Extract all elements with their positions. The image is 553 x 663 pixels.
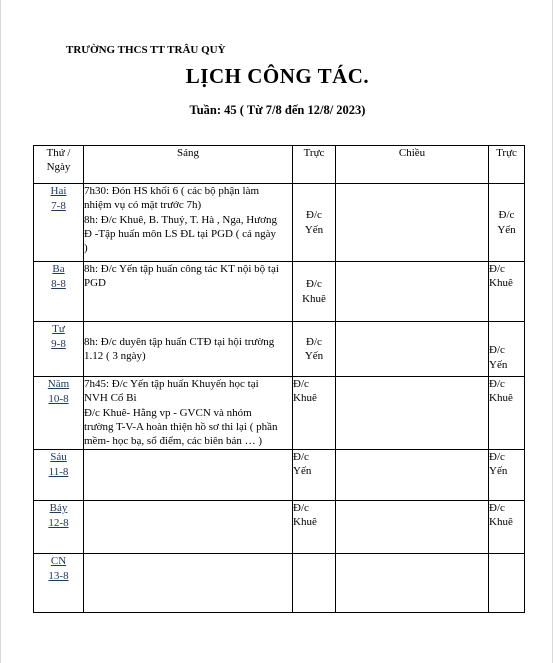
morning-line: ) bbox=[84, 242, 88, 255]
duty-label: Đ/c bbox=[293, 378, 309, 390]
day-date: 10-8 bbox=[48, 393, 69, 406]
header-day-line1: Thứ / bbox=[46, 147, 71, 159]
duty-person: Yến bbox=[489, 358, 508, 371]
afternoon-cell bbox=[336, 262, 489, 322]
day-cell bbox=[34, 501, 84, 554]
afternoon-cell bbox=[336, 554, 489, 613]
day-date: 13-8 bbox=[48, 570, 69, 583]
day-date: 12-8 bbox=[48, 517, 69, 530]
duty-person: Yến bbox=[489, 465, 508, 478]
duty-label: Đ/c bbox=[293, 502, 309, 514]
morning-line: Đ -Tập huấn môn LS ĐL tại PGD ( cả ngày bbox=[84, 227, 277, 240]
duty-person: Yến bbox=[293, 465, 312, 478]
morning-cell bbox=[84, 554, 293, 613]
day-name: Bảy bbox=[49, 502, 68, 514]
duty-person: Khuê bbox=[302, 292, 326, 305]
duty-label: Đ/c bbox=[489, 263, 505, 275]
day-name: Ba bbox=[52, 263, 65, 275]
morning-line: 1.12 ( 3 ngày) bbox=[84, 350, 146, 362]
duty-person: Khuê bbox=[489, 277, 513, 290]
duty-person: Yến bbox=[304, 223, 324, 236]
duty-afternoon-cell bbox=[489, 322, 525, 377]
morning-cell bbox=[84, 322, 293, 377]
day-name: CN bbox=[50, 555, 67, 567]
page-title: LỊCH CÔNG TÁC. bbox=[185, 64, 370, 88]
duty-morning-cell bbox=[293, 322, 336, 377]
morning-line: NVH Cổ Bi bbox=[84, 392, 137, 405]
afternoon-cell bbox=[336, 501, 489, 554]
duty-label: Đ/c bbox=[489, 502, 505, 514]
duty-label: Đ/c bbox=[306, 335, 322, 348]
duty-person: Yến bbox=[304, 350, 324, 362]
duty-afternoon-cell bbox=[489, 554, 525, 613]
header-duty-morning: Trực bbox=[293, 146, 336, 184]
afternoon-cell bbox=[336, 377, 489, 450]
day-cell bbox=[34, 377, 84, 450]
header-afternoon: Chiều bbox=[336, 146, 489, 184]
afternoon-cell bbox=[336, 322, 489, 377]
duty-label: Đ/c bbox=[306, 209, 322, 222]
duty-label: Đ/c bbox=[293, 451, 309, 463]
table-row bbox=[34, 377, 525, 450]
table-row bbox=[34, 501, 525, 554]
duty-label: Đ/c bbox=[306, 278, 322, 291]
duty-label: Đ/c bbox=[489, 344, 505, 357]
day-name: Hai bbox=[50, 185, 67, 197]
day-date: 11-8 bbox=[48, 466, 69, 479]
duty-morning-cell bbox=[293, 184, 336, 262]
duty-afternoon-cell bbox=[489, 450, 525, 501]
header-day-line2: Ngày bbox=[46, 161, 71, 174]
duty-afternoon-cell bbox=[489, 262, 525, 322]
day-date: 7-8 bbox=[51, 200, 66, 213]
morning-line: 8h: Đ/c duyên tập huấn CTĐ tại hội trường bbox=[84, 335, 275, 348]
day-cell bbox=[34, 262, 84, 322]
duty-morning-cell bbox=[293, 262, 336, 322]
morning-line: 8h: Đ/c Yến tập huấn công tác KT nội bộ tại bbox=[84, 263, 279, 275]
day-date: 9-8 bbox=[51, 338, 66, 351]
duty-morning-cell bbox=[293, 554, 336, 613]
header-duty-afternoon: Trực bbox=[489, 146, 525, 184]
morning-cell bbox=[84, 501, 293, 554]
duty-label: Đ/c bbox=[498, 209, 515, 222]
schedule-table bbox=[33, 145, 525, 613]
morning-cell bbox=[84, 450, 293, 501]
duty-person: Yến bbox=[497, 223, 516, 236]
duty-morning-cell bbox=[293, 377, 336, 450]
header-day-cell bbox=[34, 146, 84, 184]
day-name: Sáu bbox=[50, 451, 67, 463]
morning-line: 8h: Đ/c Khuê, B. Thuỷ, T. Hà , Nga, Hương bbox=[84, 213, 277, 226]
duty-afternoon-cell bbox=[489, 377, 525, 450]
morning-line: Đ/c Khuê- Hằng vp - GVCN và nhóm bbox=[84, 406, 252, 419]
duty-afternoon-cell bbox=[489, 501, 525, 554]
duty-label: Đ/c bbox=[489, 451, 505, 463]
table-row bbox=[34, 450, 525, 501]
duty-afternoon-cell bbox=[489, 184, 525, 262]
afternoon-cell bbox=[336, 450, 489, 501]
duty-person: Khuê bbox=[489, 516, 513, 529]
morning-line: 7h45: Đ/c Yến tập huấn Khuyến học tại bbox=[84, 378, 259, 390]
day-cell bbox=[34, 184, 84, 262]
duty-label: Đ/c bbox=[489, 378, 505, 390]
table-row bbox=[34, 184, 525, 262]
morning-cell bbox=[84, 184, 293, 262]
duty-morning-cell bbox=[293, 501, 336, 554]
afternoon-cell bbox=[336, 184, 489, 262]
duty-person: Khuê bbox=[293, 516, 317, 529]
morning-line: PGD bbox=[84, 277, 107, 290]
school-name: TRƯỜNG THCS TT TRÂU QUỲ bbox=[66, 44, 226, 56]
week-range: Tuần: 45 ( Từ 7/8 đến 12/8/ 2023) bbox=[189, 103, 366, 117]
day-name: Tư bbox=[52, 323, 65, 335]
table-row bbox=[34, 262, 525, 322]
duty-morning-cell bbox=[293, 450, 336, 501]
table-row bbox=[34, 322, 525, 377]
day-name: Năm bbox=[47, 378, 70, 390]
duty-person: Khuê bbox=[489, 392, 513, 405]
morning-line: trường T-V-A hoàn thiện hồ sơ thi lại ( phần bbox=[84, 420, 278, 433]
morning-cell bbox=[84, 262, 293, 322]
day-date: 8-8 bbox=[51, 278, 66, 291]
header-morning: Sáng bbox=[84, 146, 293, 184]
morning-line: mềm- học bạ, sổ điểm, các biên bản … ) bbox=[84, 435, 263, 448]
day-cell bbox=[34, 554, 84, 613]
morning-line: nhiệm vụ có mặt trước 7h) bbox=[84, 199, 202, 212]
table-header-row bbox=[34, 146, 525, 184]
day-cell bbox=[34, 450, 84, 501]
day-cell bbox=[34, 322, 84, 377]
morning-line: 7h30: Đón HS khối 6 ( các bộ phận làm bbox=[84, 185, 260, 197]
table-row bbox=[34, 554, 525, 613]
duty-person: Khuê bbox=[293, 392, 317, 405]
morning-cell bbox=[84, 377, 293, 450]
